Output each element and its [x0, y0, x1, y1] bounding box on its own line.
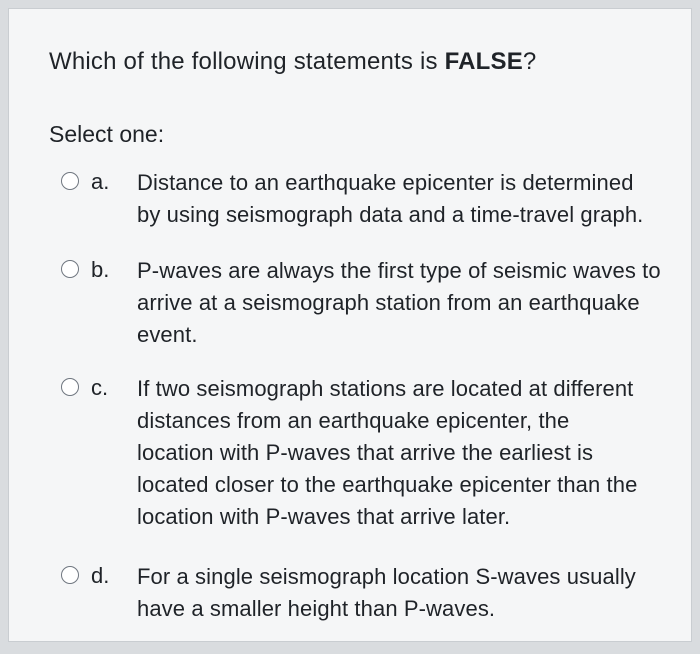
radio-button-d[interactable] — [61, 566, 79, 584]
option-line: location with P-waves that arrive later. — [137, 504, 511, 529]
option-text — [137, 167, 685, 231]
radio-button-c[interactable] — [61, 378, 79, 396]
option-line: by using seismograph data and a time-travel graph. — [137, 202, 644, 227]
option-line: P-waves are always the first type of seismic waves to — [137, 258, 661, 283]
option-line: located closer to the earthquake epicenter than the — [137, 472, 638, 497]
question-panel — [8, 8, 692, 642]
option-letter: b. — [91, 257, 110, 282]
question-text — [49, 47, 536, 77]
option-line: Distance to an earthquake epicenter is determined — [137, 170, 634, 195]
option-line: location with P-waves that arrive the earliest is — [137, 440, 594, 465]
option-line: If two seismograph stations are located at different — [137, 376, 634, 401]
option-text — [137, 561, 685, 625]
option-line: have a smaller height than P-waves. — [137, 596, 496, 621]
option-letter: d. — [91, 563, 110, 588]
option-line: arrive at a seismograph station from an earthquake — [137, 290, 640, 315]
option-line: For a single seismograph location S-waves usually — [137, 564, 636, 589]
question-emphasis: FALSE — [444, 48, 523, 75]
question-text-end: ? — [522, 48, 537, 75]
option-line: distances from an earthquake epicenter, the — [137, 408, 570, 433]
question-text-lead: Which of the following statements is — [49, 48, 445, 75]
option-line: event. — [137, 322, 198, 347]
option-letter: c. — [91, 375, 109, 400]
option-text — [137, 373, 685, 533]
option-letter: a. — [91, 169, 110, 194]
select-prompt: Select one: — [49, 121, 165, 147]
option-text — [137, 255, 685, 351]
radio-button-b[interactable] — [61, 260, 79, 278]
radio-button-a[interactable] — [61, 172, 79, 190]
